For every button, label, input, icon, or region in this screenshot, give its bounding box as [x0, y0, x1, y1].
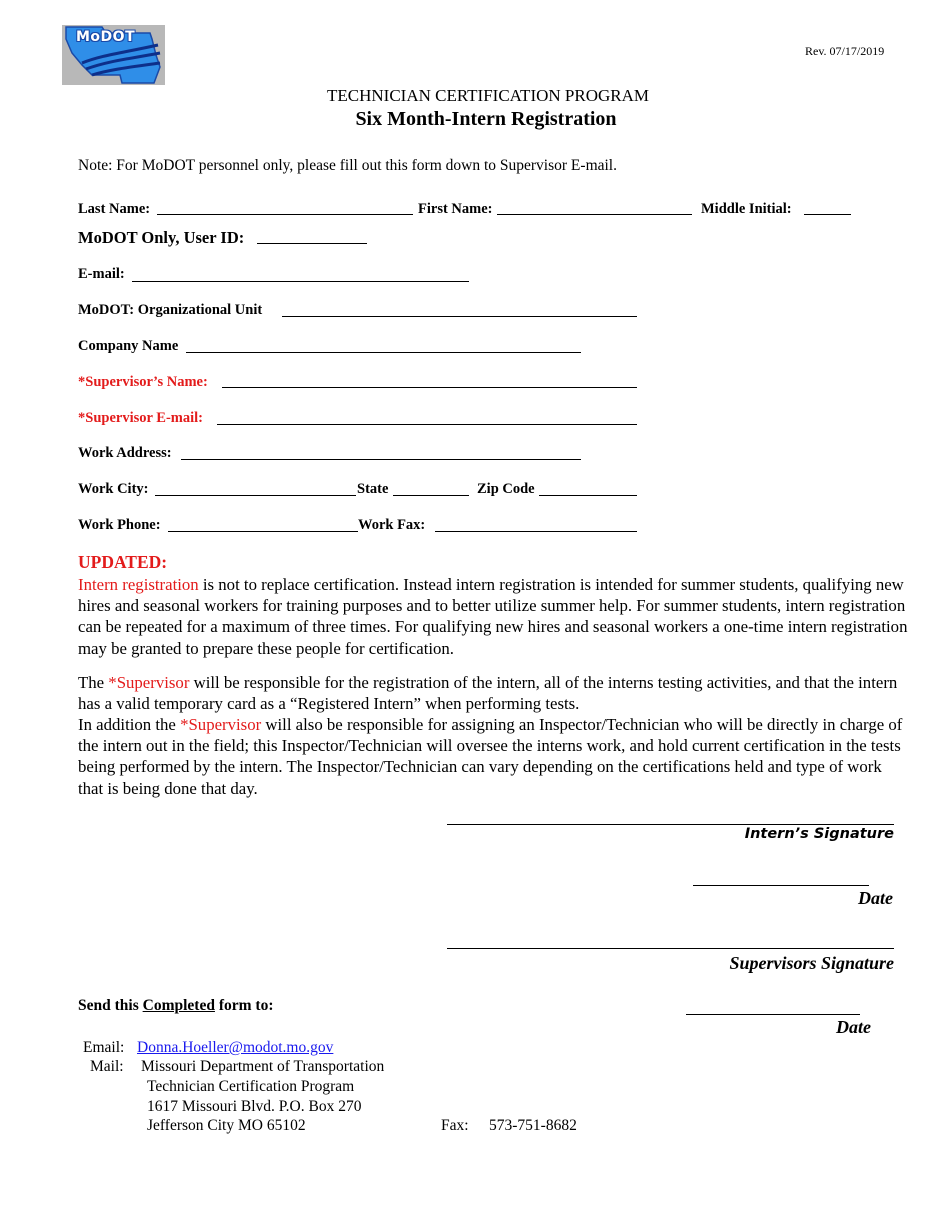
work-fax-field[interactable] [435, 531, 637, 532]
user-id-field[interactable] [257, 243, 367, 244]
work-city-field[interactable] [155, 495, 356, 496]
intern-signature-line[interactable] [447, 824, 894, 825]
date-1-line[interactable] [693, 885, 869, 886]
send-instructions [78, 997, 273, 1015]
supervisor-paragraph-start: The [78, 673, 109, 692]
mail-label: Mail: [90, 1058, 124, 1075]
work-fax-label: Work Fax: [358, 517, 426, 533]
fax-number: 573-751-8682 [489, 1117, 577, 1134]
mail-line-4: Jefferson City MO 65102 [147, 1117, 306, 1134]
date-1-label: Date [858, 888, 893, 908]
middle-initial-field[interactable] [804, 214, 851, 215]
date-2-label: Date [836, 1017, 871, 1037]
date-2-line[interactable] [686, 1014, 860, 1015]
mail-line-3: 1617 Missouri Blvd. P.O. Box 270 [147, 1098, 362, 1115]
supervisor-red-text-2: *Supervisor [180, 715, 262, 734]
org-unit-field[interactable] [282, 316, 637, 317]
work-address-field[interactable] [181, 459, 581, 460]
supervisor-email-field[interactable] [217, 424, 637, 425]
modot-logo [62, 25, 165, 85]
state-label: State [357, 481, 389, 497]
supervisor-name-label: *Supervisor’s Name: [78, 374, 208, 390]
send-suffix: form to: [214, 997, 274, 1014]
first-name-label: First Name: [418, 201, 493, 217]
last-name-field[interactable] [157, 214, 413, 215]
intern-registration-red-text: Intern registration [78, 575, 199, 594]
inspector-paragraph-start: In addition the [78, 715, 181, 734]
completed-underlined: Completed [142, 997, 215, 1014]
personnel-note: Note: For MoDOT personnel only, please fill out this form down to Supervisor E-mail. [78, 157, 617, 174]
mail-line-2: Technician Certification Program [147, 1078, 355, 1095]
middle-initial-label: Middle Initial: [701, 201, 792, 217]
supervisor-name-field[interactable] [222, 387, 637, 388]
org-unit-label: MoDOT: Organizational Unit [78, 302, 263, 318]
work-city-label: Work City: [78, 481, 149, 497]
email-contact-link[interactable]: Donna.Hoeller@modot.mo.gov [137, 1039, 334, 1056]
first-name-field[interactable] [497, 214, 692, 215]
company-name-field[interactable] [186, 352, 581, 353]
supervisor-email-label: *Supervisor E-mail: [78, 410, 203, 426]
intern-signature-label: Intern’s Signature [744, 826, 894, 842]
program-title: TECHNICIAN CERTIFICATION PROGRAM [327, 86, 649, 105]
supervisor-signature-line[interactable] [447, 948, 894, 949]
zip-code-label: Zip Code [477, 481, 535, 497]
updated-heading: UPDATED: [78, 552, 168, 572]
state-field[interactable] [393, 495, 469, 496]
revision-date: Rev. 07/17/2019 [805, 44, 885, 58]
inspector-paragraph [78, 714, 908, 799]
last-name-label: Last Name: [78, 201, 151, 217]
fax-label: Fax: [441, 1117, 469, 1134]
zip-code-field[interactable] [539, 495, 637, 496]
supervisor-responsibility-paragraph [78, 672, 908, 714]
supervisor-responsibility-text: will be responsible for the registration of the intern, all of the interns testing activities, and that the intern has a valid temporary card as a “Registered Intern” when performing tests. [78, 673, 898, 714]
intern-registration-text: is not to replace certification. Instead intern registration is intended for summer students, qualifying new hires and seasonal workers for training purposes and to better utilize summer help. For summer students, intern registration can be repeated for a maximum of three times. For qualifying new hires and seasonal workers a one-time intern registration may be granted to prepare these people for certification. [78, 575, 908, 658]
email-label: E-mail: [78, 266, 125, 282]
intern-registration-paragraph [78, 574, 908, 659]
mail-line-1: Missouri Department of Transportation [141, 1058, 385, 1075]
work-address-label: Work Address: [78, 445, 172, 461]
work-phone-label: Work Phone: [78, 517, 161, 533]
user-id-label: MoDOT Only, User ID: [78, 228, 245, 247]
email-field[interactable] [132, 281, 469, 282]
inspector-paragraph-text: will also be responsible for assigning an Inspector/Technician who will be directly in charge of the intern out in the field; this Inspector/Technician will oversee the interns work, and hold current certification in the tests being performed by the intern. The Inspector/Technician can vary depending on the certifications held and type of work that is being done that day. [78, 715, 903, 798]
send-prefix: Send this [78, 997, 143, 1014]
supervisor-red-text: *Supervisor [108, 673, 190, 692]
email-contact-label: Email: [83, 1039, 125, 1056]
logo-text: MoDOT [76, 29, 136, 45]
form-title: Six Month-Intern Registration [355, 108, 617, 130]
work-phone-field[interactable] [168, 531, 358, 532]
company-name-label: Company Name [78, 338, 179, 354]
supervisor-signature-label: Supervisors Signature [729, 953, 894, 973]
